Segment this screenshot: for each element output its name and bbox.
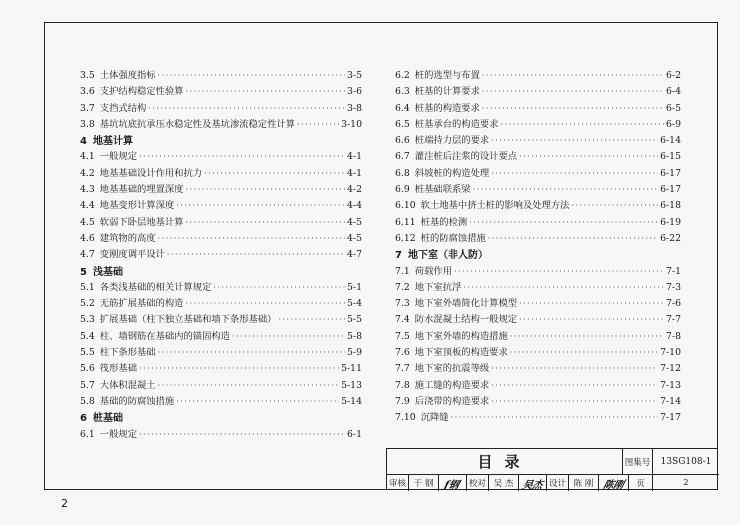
- section-number: 7.7: [395, 363, 410, 375]
- section-page: 6-17: [660, 167, 681, 179]
- section-page: 4-2: [347, 184, 362, 196]
- section-title: 地下室外墙简化计算模型: [414, 298, 518, 310]
- toc-entry[interactable]: [395, 181, 681, 197]
- section-page: 6-1: [347, 428, 362, 440]
- chapter-number: 6: [80, 413, 87, 425]
- dot-leader: [482, 104, 664, 113]
- dot-leader: [510, 332, 664, 341]
- section-page: 3-6: [347, 86, 362, 98]
- section-number: 6.5: [395, 118, 410, 130]
- page-label: 页: [629, 475, 653, 491]
- toc-entry[interactable]: [80, 377, 362, 393]
- dot-leader: [519, 152, 658, 161]
- section-title: 荷载作用: [414, 265, 452, 277]
- section-title: 斜坡桩的构造处理: [414, 167, 490, 179]
- toc-entry[interactable]: [80, 279, 362, 295]
- reviewer-name: 干 钢: [409, 475, 439, 491]
- title-block: [386, 448, 718, 490]
- section-number: 4.2: [80, 167, 95, 179]
- section-title: 沉降缝: [420, 412, 449, 424]
- section-number: 5.4: [80, 330, 95, 342]
- section-number: 7.8: [395, 379, 410, 391]
- section-number: 3.7: [80, 102, 95, 114]
- toc-entry[interactable]: [80, 181, 362, 197]
- toc-entry[interactable]: [80, 295, 362, 311]
- section-title: 桩的防腐蚀措施: [420, 232, 486, 244]
- dot-leader: [278, 315, 345, 324]
- designer-signature: [599, 475, 629, 491]
- section-title: 大体积混凝土: [99, 379, 156, 391]
- section-title: 支挡式结构: [99, 102, 147, 114]
- section-title: 一般规定: [99, 428, 137, 440]
- section-page: 7-12: [660, 363, 681, 375]
- section-page: 6-4: [666, 86, 681, 98]
- dot-leader: [158, 348, 345, 357]
- toc-entry[interactable]: [80, 246, 362, 262]
- section-page: 5-1: [347, 281, 362, 293]
- section-number: 7.9: [395, 395, 410, 407]
- chapter-number: 4: [80, 136, 87, 148]
- section-page: 6-19: [660, 216, 681, 228]
- dot-leader: [167, 250, 345, 259]
- atlas-number: 13SG108-1: [653, 449, 719, 475]
- dot-leader: [482, 87, 664, 96]
- toc-entry[interactable]: [395, 295, 681, 311]
- design-label: 设计: [547, 475, 569, 491]
- dot-leader: [463, 283, 664, 292]
- section-title: 软土地基中挤土桩的影响及处理方法: [420, 200, 570, 212]
- section-title: 地下室抗浮: [414, 281, 462, 293]
- section-number: 7.6: [395, 347, 410, 359]
- section-page: 7-3: [666, 281, 681, 293]
- toc-entry[interactable]: [80, 393, 362, 409]
- toc-entry[interactable]: [395, 279, 681, 295]
- section-title: 变刚度调平设计: [99, 249, 165, 261]
- section-number: 6.9: [395, 184, 410, 196]
- section-page: 4-1: [347, 151, 362, 163]
- section-page: 4-7: [347, 249, 362, 261]
- toc-entry[interactable]: [80, 148, 362, 164]
- dot-leader: [500, 120, 664, 129]
- designer-name: 陈 刚: [569, 475, 599, 491]
- dot-leader: [185, 185, 345, 194]
- section-page: 4-1: [347, 167, 362, 179]
- section-title: 一般规定: [99, 151, 137, 163]
- dot-leader: [519, 299, 664, 308]
- section-page: 6-17: [660, 184, 681, 196]
- dot-leader: [213, 283, 345, 292]
- dot-leader: [469, 218, 658, 227]
- toc-entry[interactable]: [395, 83, 681, 99]
- section-number: 7.1: [395, 265, 410, 277]
- section-page: 7-1: [666, 265, 681, 277]
- toc-entry[interactable]: [395, 360, 681, 376]
- toc-entry[interactable]: [395, 197, 681, 213]
- dot-leader: [491, 136, 658, 145]
- section-number: 4.6: [80, 232, 95, 244]
- section-number: 6.4: [395, 102, 410, 114]
- section-page: 6-2: [666, 70, 681, 81]
- reviewer-signature: [439, 475, 467, 491]
- section-page: 5-5: [347, 314, 362, 326]
- section-page: 5-9: [347, 347, 362, 359]
- designer-signature-text: 陈刚: [601, 479, 625, 491]
- toc-entry[interactable]: [80, 230, 362, 246]
- dot-leader: [158, 71, 345, 80]
- section-number: 5.8: [80, 395, 95, 407]
- section-number: 3.6: [80, 86, 95, 98]
- section-title: 基坑坑底抗承压水稳定性及基坑渗流稳定性计算: [99, 118, 296, 130]
- chapter-number: 5: [80, 266, 87, 278]
- section-number: 3.8: [80, 118, 95, 130]
- section-number: 7.3: [395, 298, 410, 310]
- toc-entry[interactable]: [395, 165, 681, 181]
- section-number: 4.3: [80, 184, 95, 196]
- dot-leader: [158, 234, 345, 243]
- toc-entry[interactable]: [395, 344, 681, 360]
- section-page: 6-14: [660, 135, 681, 147]
- dot-leader: [473, 185, 659, 194]
- section-number: 6.11: [395, 216, 416, 228]
- section-title: 桩基的计算要求: [414, 86, 480, 98]
- page-number: 2: [61, 497, 68, 510]
- dot-leader: [454, 267, 664, 276]
- section-title: 桩端持力层的要求: [414, 135, 490, 147]
- dot-leader: [139, 152, 345, 161]
- chapter-title: 地基计算: [92, 136, 133, 148]
- toc-entry[interactable]: [80, 344, 362, 360]
- section-page: 6-5: [666, 102, 681, 114]
- dot-leader: [148, 104, 345, 113]
- toc-entry[interactable]: [395, 116, 681, 132]
- atlas-number-label: 图集号: [623, 449, 653, 475]
- toc-left-column: [80, 67, 362, 442]
- section-number: 7.10: [395, 412, 416, 424]
- dot-leader: [491, 364, 658, 373]
- section-title: 基础的防腐蚀措施: [99, 395, 175, 407]
- section-title: 地下室顶板的构造要求: [414, 347, 508, 359]
- section-number: 7.2: [395, 281, 410, 293]
- dot-leader: [482, 71, 664, 80]
- dot-leader: [510, 348, 658, 357]
- toc-entry[interactable]: [80, 214, 362, 230]
- dot-leader: [158, 381, 340, 390]
- dot-leader: [519, 315, 664, 324]
- section-title: 无筋扩展基础的构造: [99, 298, 184, 310]
- section-title: 灌注桩后注浆的设计要点: [414, 151, 518, 163]
- section-number: 6.6: [395, 135, 410, 147]
- section-title: 柱下条形基础: [99, 347, 156, 359]
- section-page: 5-11: [341, 363, 362, 375]
- section-number: 5.1: [80, 281, 95, 293]
- toc-entry[interactable]: [395, 100, 681, 116]
- section-number: 5.7: [80, 379, 95, 391]
- dot-leader: [185, 299, 345, 308]
- toc-entry[interactable]: [395, 409, 681, 425]
- toc-entry[interactable]: [80, 328, 362, 344]
- section-title: 桩的选型与布置: [414, 70, 480, 81]
- section-title: 施工缝的构造要求: [414, 379, 490, 391]
- section-number: 7.4: [395, 314, 410, 326]
- section-number: 4.1: [80, 151, 95, 163]
- section-title: 地下室的抗震等级: [414, 363, 490, 375]
- dot-leader: [232, 332, 345, 341]
- section-number: 6.1: [80, 428, 95, 440]
- section-page: 7-13: [660, 379, 681, 391]
- section-title: 防水混凝土结构一般规定: [414, 314, 518, 326]
- section-title: 地基变形计算深度: [99, 200, 175, 212]
- section-title: 桩基础联系梁: [414, 184, 471, 196]
- check-label: 校对: [467, 475, 489, 491]
- dot-leader: [491, 397, 658, 406]
- section-title: 各类浅基础的相关计算规定: [99, 281, 212, 293]
- section-number: 4.5: [80, 216, 95, 228]
- toc-entry[interactable]: [80, 165, 362, 181]
- checker-signature: [519, 475, 547, 491]
- checker-name: 吴 杰: [489, 475, 519, 491]
- section-page: 7-7: [666, 314, 681, 326]
- section-number: 4.7: [80, 249, 95, 261]
- toc-entry[interactable]: [80, 197, 362, 213]
- dot-leader: [204, 169, 345, 178]
- toc-entry[interactable]: [395, 132, 681, 148]
- section-page: 6-9: [666, 118, 681, 130]
- section-number: 5.6: [80, 363, 95, 375]
- section-page: 4-5: [347, 232, 362, 244]
- toc-entry[interactable]: [395, 393, 681, 409]
- chapter-number: 7: [395, 250, 402, 262]
- section-number: 6.3: [395, 86, 410, 98]
- toc-entry[interactable]: [395, 148, 681, 164]
- section-number: 3.5: [80, 70, 95, 81]
- dot-leader: [139, 430, 345, 439]
- dot-leader: [488, 234, 658, 243]
- section-title: 桩基的构造要求: [414, 102, 480, 114]
- toc-entry[interactable]: [395, 377, 681, 393]
- section-number: 6.2: [395, 70, 410, 81]
- section-title: 地下室外墙的构造措施: [414, 330, 508, 342]
- section-page: 6-22: [660, 232, 681, 244]
- signature-row: [387, 475, 719, 491]
- section-page: 3-10: [341, 118, 362, 130]
- section-page: 5-13: [341, 379, 362, 391]
- section-number: 6.10: [395, 200, 416, 212]
- toc-chapter-heading: [80, 132, 362, 148]
- section-title: 桩基的检测: [420, 216, 468, 228]
- sheet-page-number: 2: [683, 478, 689, 488]
- checker-signature-text: 吴杰: [520, 479, 544, 491]
- toc-entry[interactable]: [395, 263, 681, 279]
- chapter-title: 桩基础: [92, 413, 123, 425]
- drawing-frame: [44, 22, 718, 490]
- section-number: 4.4: [80, 200, 95, 212]
- toc-chapter-heading: [80, 263, 362, 279]
- toc-chapter-heading: [395, 246, 681, 262]
- toc-entry[interactable]: [395, 214, 681, 230]
- section-title: 软弱下卧层地基计算: [99, 216, 184, 228]
- section-title: 扩展基础（柱下独立基础和墙下条形基础）: [99, 314, 277, 326]
- toc-entry[interactable]: [80, 83, 362, 99]
- toc-entry[interactable]: [80, 426, 362, 442]
- section-page: 7-10: [660, 347, 681, 359]
- dot-leader: [571, 201, 658, 210]
- section-page: 5-4: [347, 298, 362, 310]
- chapter-title: 地下室（非人防）: [407, 250, 488, 262]
- section-number: 5.2: [80, 298, 95, 310]
- dot-leader: [176, 397, 339, 406]
- toc-entry[interactable]: [80, 67, 362, 83]
- section-title: 柱、墙钢筋在基础内的锚固构造: [99, 330, 230, 342]
- section-page: 6-15: [660, 151, 681, 163]
- section-number: 6.7: [395, 151, 410, 163]
- section-page: 4-4: [347, 200, 362, 212]
- toc-entry[interactable]: [80, 360, 362, 376]
- dot-leader: [491, 381, 658, 390]
- reviewer-signature-text: ƒ钢: [443, 479, 461, 491]
- toc-entry[interactable]: [395, 67, 681, 83]
- toc-entry[interactable]: [395, 311, 681, 327]
- sheet-title: 目录: [387, 449, 623, 475]
- section-title: 地基基础设计作用和抗力: [99, 167, 203, 179]
- toc-entry[interactable]: [395, 230, 681, 246]
- section-page: 7-6: [666, 298, 681, 310]
- section-title: 筏形基础: [99, 363, 137, 375]
- section-title: 地基基础的埋置深度: [99, 184, 184, 196]
- section-title: 支护结构稳定性验算: [99, 86, 184, 98]
- toc-entry[interactable]: [80, 311, 362, 327]
- toc-chapter-heading: [80, 409, 362, 425]
- section-title: 后浇带的构造要求: [414, 395, 490, 407]
- dot-leader: [185, 218, 345, 227]
- dot-leader: [451, 413, 659, 422]
- dot-leader: [297, 120, 339, 129]
- section-number: 6.12: [395, 232, 416, 244]
- dot-leader: [139, 364, 339, 373]
- section-page: 5-14: [341, 395, 362, 407]
- section-number: 6.8: [395, 167, 410, 179]
- section-page: 7-8: [666, 330, 681, 342]
- section-title: 建筑物的高度: [99, 232, 156, 244]
- section-page: 7-17: [660, 412, 681, 424]
- section-page: 4-5: [347, 216, 362, 228]
- section-number: 5.5: [80, 347, 95, 359]
- dot-leader: [185, 87, 345, 96]
- dot-leader: [176, 201, 345, 210]
- section-page: 3-5: [347, 70, 362, 81]
- section-number: 5.3: [80, 314, 95, 326]
- section-page: 3-8: [347, 102, 362, 114]
- section-number: 7.5: [395, 330, 410, 342]
- section-page: 6-18: [660, 200, 681, 212]
- chapter-title: 浅基础: [92, 266, 123, 278]
- toc-entry[interactable]: [80, 116, 362, 132]
- section-page: 5-8: [347, 330, 362, 342]
- toc-entry[interactable]: [395, 328, 681, 344]
- section-page: 7-14: [660, 395, 681, 407]
- review-label: 审核: [387, 475, 409, 491]
- dot-leader: [491, 169, 658, 178]
- section-title: 土体强度指标: [99, 70, 156, 81]
- section-title: 桩基承台的构造要求: [414, 118, 499, 130]
- toc-entry[interactable]: [80, 100, 362, 116]
- toc-right-column: [395, 67, 681, 426]
